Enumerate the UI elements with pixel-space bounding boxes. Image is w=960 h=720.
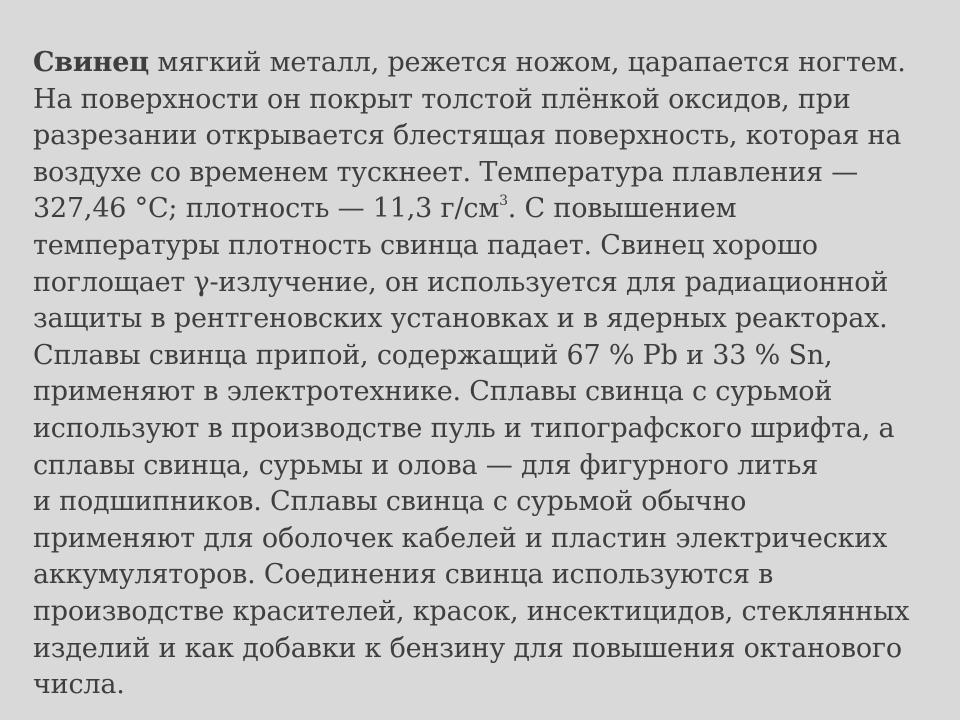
text-segment: 327,46 °С; плотность — 11,3 г/см <box>33 193 500 225</box>
text-line: поглощает γ-излучение, он используется для радиационной <box>33 266 889 298</box>
text-line: применяют в электротехнике. Сплавы свинца с сурьмой <box>33 376 833 408</box>
term-heading: Свинец <box>33 47 149 78</box>
text-line: воздухе со временем тускнеет. Температура плавления — <box>33 156 859 188</box>
text-line: Сплавы свинца припой, содержащий 67 % Pb и 33 % Sn, <box>33 339 833 371</box>
text-line <box>33 45 958 82</box>
text-segment: мягкий металл, режется ножом, царапается ногтем. <box>148 47 906 78</box>
text-line: изделий и как добавки к бензину для повышения октанового <box>33 632 902 664</box>
text-line: и подшипников. Сплавы свинца с сурьмой обычно <box>33 486 747 518</box>
superscript: 3 <box>499 193 508 210</box>
text-line: защиты в рентгеновских установках и в ядерных реакторах. <box>33 303 888 335</box>
text-line: разрезании открывается блестящая поверхность, которая на <box>33 120 902 152</box>
text-line: производстве красителей, красок, инсектицидов, стеклянных <box>33 595 910 627</box>
text-line: аккумуляторов. Соединения свинца используются в <box>33 559 774 591</box>
text-line: используют в производстве пуль и типографского шрифта, а <box>33 412 895 444</box>
text-segment: . С повышением <box>507 193 737 225</box>
text-line: применяют для оболочек кабелей и пластин электрических <box>33 522 888 554</box>
text-line <box>33 191 958 228</box>
text-line: числа. <box>33 669 125 701</box>
body-text <box>33 45 958 704</box>
text-line: сплавы свинца, сурьмы и олова — для фигурного литья <box>33 449 819 481</box>
text-line: температуры плотность свинца падает. Свинец хорошо <box>33 229 818 261</box>
text-line: На поверхности он покрыт толстой плёнкой оксидов, при <box>33 83 851 115</box>
